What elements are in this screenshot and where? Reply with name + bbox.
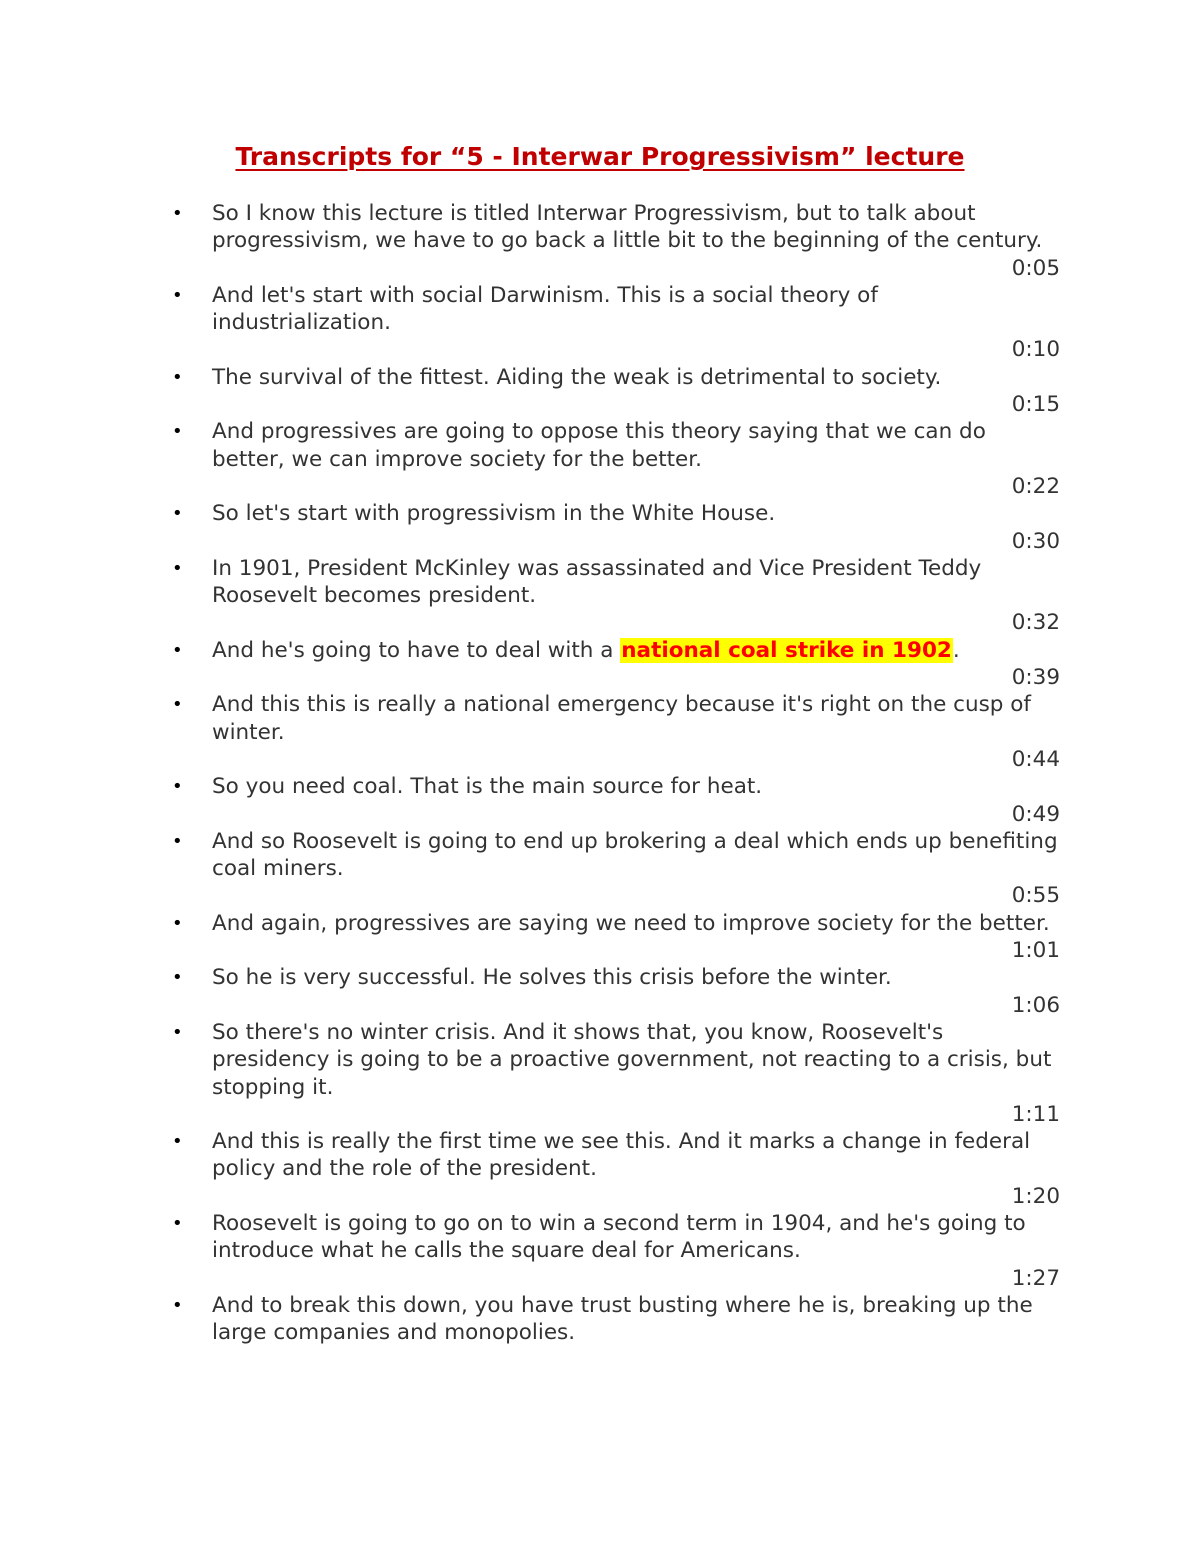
entry-text: So there's no winter crisis. And it shows that, you know, Roosevelt's presidency is going to be a proactive government, not reacting to a crisis, but stopping it.: [212, 1019, 1052, 1100]
bullet-icon: •: [172, 1294, 183, 1316]
bullet-icon: •: [172, 1212, 183, 1234]
entry-text: And to break this down, you have trust busting where he is, breaking up the large companies and monopolies.: [212, 1292, 1033, 1346]
entry-text-after: .: [952, 637, 960, 663]
transcript-entry: [172, 1019, 1060, 1128]
timestamp: 0:30: [1011, 528, 1060, 554]
entry-text: So he is very successful. He solves this crisis before the winter.: [212, 965, 892, 991]
transcript-entry: [172, 364, 1060, 419]
timestamp: 0:05: [1011, 255, 1060, 281]
bullet-icon: •: [172, 776, 183, 798]
entry-text: So you need coal. That is the main source for heat.: [212, 774, 763, 800]
entry-text: And this this is really a national emergency because it's right on the cusp of winter.: [212, 692, 1031, 745]
transcript-entry: [172, 555, 1060, 637]
entry-text: And so Roosevelt is going to end up brokering a deal which ends up benefiting coal miners.: [212, 828, 1058, 882]
bullet-icon: •: [172, 203, 183, 224]
bullet-icon: •: [172, 1021, 183, 1043]
timestamp: 1:27: [1011, 1265, 1060, 1291]
timestamp: 0:55: [1011, 883, 1060, 909]
bullet-icon: •: [172, 366, 183, 388]
entry-text: In 1901, President McKinley was assassinated and Vice President Teddy Roosevelt becomes president.: [212, 555, 982, 609]
transcript-entry: [172, 418, 1060, 500]
bullet-icon: •: [172, 557, 183, 579]
transcript-entry: [172, 1128, 1060, 1210]
timestamp: 1:20: [1011, 1183, 1060, 1209]
transcript-entry: [172, 910, 1060, 965]
transcript-entry: [172, 773, 1060, 828]
entry-text: So let's start with progressivism in the White House.: [212, 501, 776, 527]
bullet-icon: •: [172, 421, 183, 443]
bullet-icon: •: [172, 284, 183, 306]
bullet-icon: •: [172, 967, 183, 989]
transcript-entry: [172, 637, 1060, 692]
transcript-entry: [172, 500, 1060, 555]
timestamp: 1:01: [1011, 938, 1060, 964]
entry-text: The survival of the fittest. Aiding the weak is detrimental to society.: [212, 364, 942, 390]
entry-text: And this is really the first time we see this. And it marks a change in federal policy and the role of the president.: [212, 1129, 1031, 1182]
transcript-list: [172, 200, 1060, 1346]
document-title: Transcripts for “5 - Interwar Progressivism” lecture: [235, 142, 965, 171]
bullet-icon: •: [172, 912, 183, 934]
timestamp: 0:49: [1011, 801, 1060, 827]
entry-text: [212, 637, 1060, 664]
entry-text-before: And he's going to have to deal with a: [212, 637, 621, 663]
timestamp: 0:44: [1011, 746, 1060, 772]
highlighted-phrase: national coal strike in 1902: [621, 637, 952, 663]
timestamp: 0:15: [1011, 392, 1060, 418]
timestamp: 1:06: [1011, 992, 1060, 1018]
transcript-entry: [172, 964, 1060, 1019]
entry-text: Roosevelt is going to go on to win a second term in 1904, and he's going to introduce what he calls the square deal for Americans.: [212, 1210, 1026, 1264]
entry-text: And progressives are going to oppose this theory saying that we can do better, we can improve society for the better.: [212, 419, 986, 472]
timestamp: 1:11: [1011, 1101, 1060, 1127]
bullet-icon: •: [172, 639, 183, 661]
transcript-entry: [172, 828, 1060, 910]
timestamp: 0:10: [1011, 337, 1060, 363]
entry-text: And let's start with social Darwinism. This is a social theory of industrialization.: [212, 282, 878, 336]
transcript-entry: [172, 282, 1060, 364]
entry-text: And again, progressives are saying we need to improve society for the better.: [212, 910, 1050, 936]
entry-text: So I know this lecture is titled Interwar Progressivism, but to talk about progressivism, we have to go back a little bit to the beginning of the century.: [212, 201, 1043, 254]
transcript-entry: [172, 1210, 1060, 1292]
bullet-icon: •: [172, 694, 183, 716]
bullet-icon: •: [172, 1131, 183, 1153]
timestamp: 0:39: [1011, 665, 1060, 691]
transcript-entry: [172, 691, 1060, 773]
bullet-icon: •: [172, 830, 183, 852]
timestamp: 0:32: [1011, 610, 1060, 636]
bullet-icon: •: [172, 503, 183, 525]
timestamp: 0:22: [1011, 473, 1060, 499]
transcript-entry: [172, 1292, 1060, 1347]
transcript-entry: [172, 200, 1060, 282]
